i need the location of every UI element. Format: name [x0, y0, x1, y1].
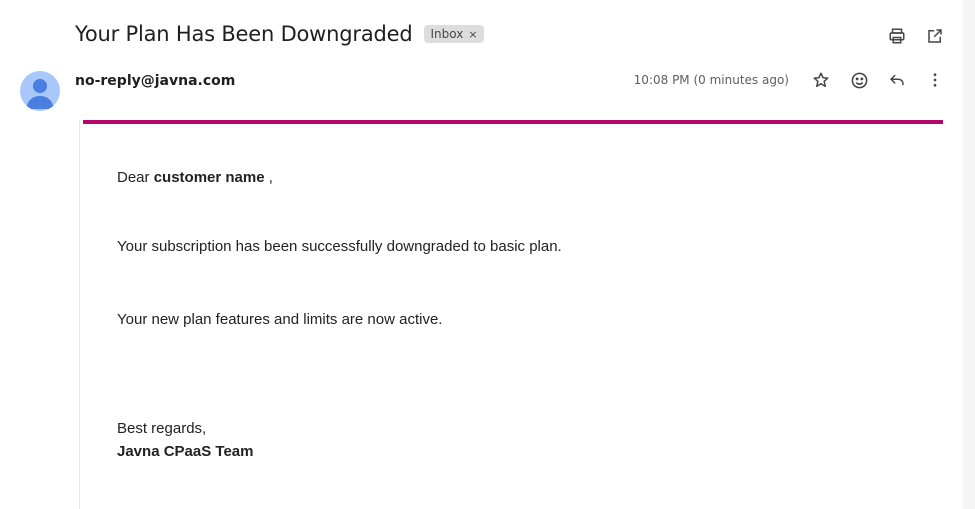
star-icon[interactable]	[811, 70, 831, 90]
team-signature: Javna CPaaS Team	[117, 443, 254, 460]
sender-avatar[interactable]	[20, 71, 60, 111]
subject-row	[75, 22, 484, 46]
window-edge	[963, 0, 975, 509]
customer-name: customer name	[153, 169, 265, 186]
message-actions	[634, 70, 945, 90]
open-in-new-window-icon[interactable]	[925, 26, 945, 46]
inbox-label-text: Inbox	[430, 27, 464, 41]
greeting-prefix: Dear	[117, 169, 154, 186]
greeting-suffix: ,	[264, 169, 273, 186]
email-subject: Your Plan Has Been Downgraded	[75, 22, 413, 46]
reply-icon[interactable]	[887, 70, 907, 90]
timestamp: 10:08 PM (0 minutes ago)	[633, 73, 789, 87]
print-icon[interactable]	[887, 26, 907, 46]
more-options-icon[interactable]	[925, 70, 945, 90]
inbox-label-chip[interactable]	[424, 25, 483, 43]
top-toolbar	[887, 26, 945, 46]
brand-accent-bar	[83, 120, 943, 124]
greeting	[117, 169, 273, 186]
person-avatar-icon	[20, 71, 60, 111]
body-line-active: Your new plan features and limits are now active.	[117, 311, 443, 328]
body-line-downgrade: Your subscription has been successfully downgraded to basic plan.	[117, 238, 562, 255]
emoji-reaction-icon[interactable]	[849, 70, 869, 90]
remove-label-icon[interactable]: ×	[468, 27, 478, 41]
sender-email[interactable]: no-reply@javna.com	[75, 73, 236, 89]
signoff: Best regards,	[117, 420, 207, 437]
